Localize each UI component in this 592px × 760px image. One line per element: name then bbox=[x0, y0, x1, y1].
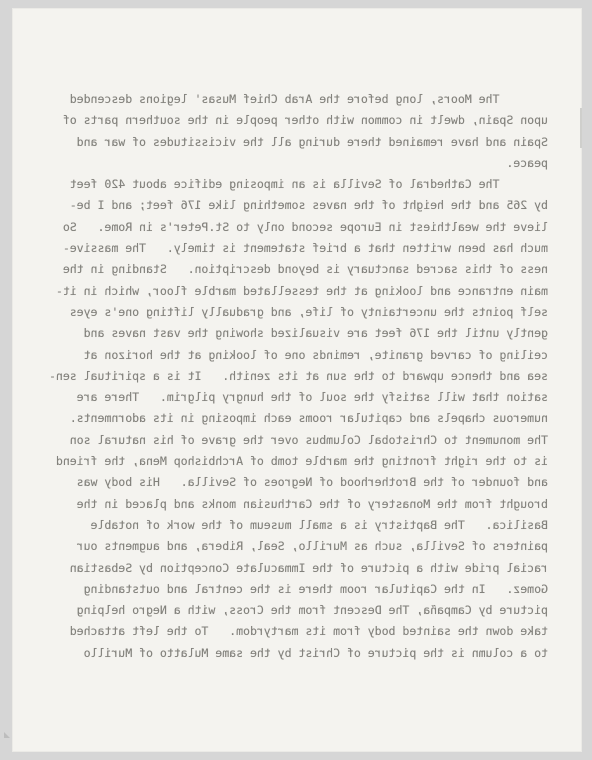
text-line: lieve the wealthiest in Europe second only to St.Peter's in Rome. So bbox=[62, 219, 548, 234]
text-line: much has been written that a brief statement is timely. The massive- bbox=[62, 241, 548, 256]
text-line: peace. bbox=[506, 155, 548, 170]
text-line: brought from the Monastery of the Carthusian monks and placed in the bbox=[76, 496, 548, 511]
page-corner-mark bbox=[4, 732, 10, 738]
text-line: numerous chapels and capitular rooms each imposing in its adornments. bbox=[69, 411, 548, 426]
text-line: Gomez. In the Capitular room there is the central and outstanding bbox=[83, 581, 548, 596]
text-line: is to the right fronting the marble tomb of Archbishop Mena, the friend bbox=[55, 454, 548, 469]
page-fold-shadow bbox=[580, 108, 582, 148]
text-line: Spain and have remained there during all the vicissitudes of war and bbox=[76, 134, 548, 149]
text-line: The Moors, long before the Arab Chief Musas' legions descended bbox=[69, 92, 548, 106]
text-line: and founder of the Brotherhood of Negroes of Sevilla. His body was bbox=[76, 475, 548, 490]
text-line: sation that will satisfy the soul of the hungry pilgrim. There are bbox=[76, 390, 548, 405]
text-line: ness of this sacred sanctuary is beyond description. Standing in the bbox=[62, 262, 548, 277]
text-line: by 265 and the height of the naves something like 176 feet; and I be- bbox=[69, 198, 548, 213]
text-line: upon Spain, dwelt in common with other people in the southern parts of bbox=[62, 113, 548, 128]
text-line: to a column is the picture of Christ by the same Mulatto of Murillo bbox=[83, 645, 548, 660]
text-line: Basilica. The Baptistry is a small museum of the work of notable bbox=[90, 517, 548, 532]
text-line: gently until the 176 feet are visualized showing the vast naves and bbox=[83, 326, 548, 341]
text-line: racial pride with a picture of the Immaculate Conception by Sebastian bbox=[69, 560, 548, 575]
text-line: ceiling of carved granite, reminds one of looking at the horizon at bbox=[83, 347, 548, 362]
text-line: The Cathedral of Sevilla is an imposing edifice about 420 feet bbox=[69, 177, 548, 192]
mirrored-typewritten-text bbox=[38, 89, 548, 664]
text-line: The monument to Christobal Columbus over the grave of his natural son bbox=[69, 432, 548, 447]
text-line: picture by Campaña, The Descent from the Cross, with a Negro helping bbox=[76, 603, 548, 618]
text-line: main entrance and looking at the tessellated marble floor, which in it- bbox=[55, 283, 548, 298]
text-line: sea and thence upward to the sun at its zenith. It is a spiritual sen- bbox=[49, 368, 548, 383]
text-line: painters of Sevilla, such as Murillo, Seal, Ribera, and augments our bbox=[76, 539, 548, 554]
text-line: take down the sainted body from its martyrdom. To the left attached bbox=[69, 624, 548, 639]
text-line: self points the uncertainty of life, and gradually lifting one's eyes bbox=[69, 304, 548, 319]
